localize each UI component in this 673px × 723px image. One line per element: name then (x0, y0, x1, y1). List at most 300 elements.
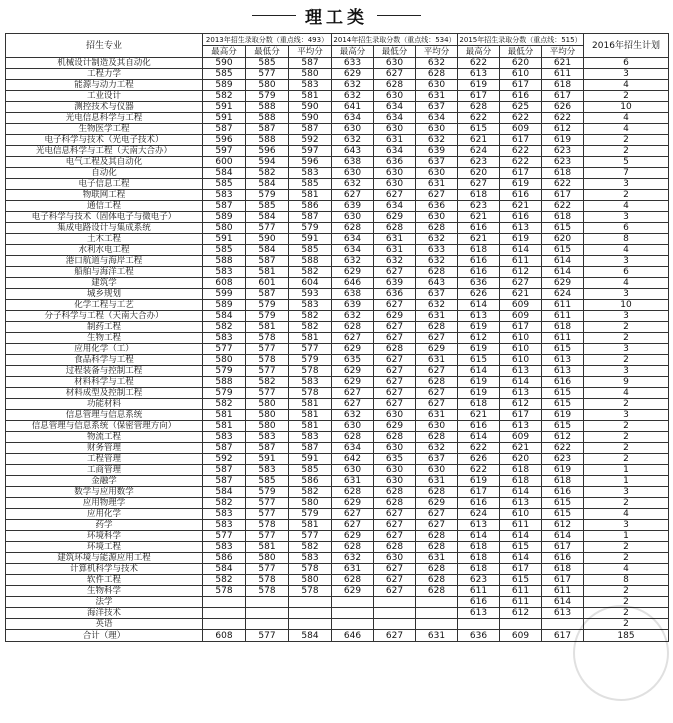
table-row (6, 278, 669, 289)
cell-major-name: 应用化学（工） (6, 344, 203, 355)
cell-2015-max: 616 (458, 498, 500, 509)
cell-2015-max: 615 (458, 124, 500, 135)
cell-2013-avg: 597 (289, 146, 332, 157)
cell-plan-2016: 2 (584, 355, 669, 366)
cell-plan-2016: 8 (584, 575, 669, 586)
cell-2014-avg: 631 (416, 630, 458, 642)
cell-2013-max: 577 (203, 531, 246, 542)
cell-2014-min: 631 (374, 245, 416, 256)
cell-plan-2016: 10 (584, 300, 669, 311)
cell-2015-min: 612 (500, 399, 542, 410)
cell-2015-min: 616 (500, 190, 542, 201)
cell-2014-avg: 637 (416, 102, 458, 113)
cell-major-name: 集成电路设计与集成系统 (6, 223, 203, 234)
cell-2015-avg: 615 (542, 223, 584, 234)
cell-major-name: 建筑学 (6, 278, 203, 289)
table-row (6, 509, 669, 520)
cell-2014-max: 643 (332, 146, 374, 157)
cell-2013-max: 585 (203, 245, 246, 256)
cell-2015-min: 621 (500, 201, 542, 212)
cell-2013-min: 588 (246, 135, 289, 146)
cell-major-name: 通信工程 (6, 201, 203, 212)
cell-2014-max: 630 (332, 168, 374, 179)
cell-2013-max: 597 (203, 146, 246, 157)
cell-2013-avg: 580 (289, 498, 332, 509)
cell-2014-avg: 632 (416, 256, 458, 267)
cell-2014-avg: 633 (416, 245, 458, 256)
cell-2014-avg: 643 (416, 278, 458, 289)
cell-2013-avg: 581 (289, 410, 332, 421)
cell-2013-min: 577 (246, 366, 289, 377)
cell-2014-avg: 628 (416, 531, 458, 542)
cell-2015-min: 617 (500, 322, 542, 333)
cell-2015-max: 614 (458, 366, 500, 377)
cell-2013-max: 590 (203, 58, 246, 69)
cell-2013-avg: 586 (289, 476, 332, 487)
table-row (6, 520, 669, 531)
header-avg: 平均分 (542, 46, 584, 58)
cell-major-name: 环境科学 (6, 531, 203, 542)
cell-2014-max: 629 (332, 69, 374, 80)
cell-2014-max: 627 (332, 333, 374, 344)
cell-major-name: 计算机科学与技术 (6, 564, 203, 575)
table-body (6, 58, 669, 642)
cell-2014-avg: 628 (416, 564, 458, 575)
cell-2015-min: 616 (500, 212, 542, 223)
cell-2015-min: 615 (500, 542, 542, 553)
cell-plan-2016: 6 (584, 267, 669, 278)
cell-2015-avg: 619 (542, 410, 584, 421)
cell-2015-max: 618 (458, 564, 500, 575)
header-year-2013: 2013年招生录取分数（重点线：493） (203, 34, 332, 46)
cell-2013-min: 594 (246, 157, 289, 168)
cell-2013-avg: 581 (289, 333, 332, 344)
cell-2014-min: 634 (374, 113, 416, 124)
table-row (6, 421, 669, 432)
cell-2015-min: 619 (500, 179, 542, 190)
table-row (6, 465, 669, 476)
cell-plan-2016: 2 (584, 619, 669, 630)
cell-2015-max: 617 (458, 91, 500, 102)
cell-2014-min: 630 (374, 476, 416, 487)
cell-2013-avg: 582 (289, 487, 332, 498)
cell-2013-max: 585 (203, 179, 246, 190)
cell-2014-avg (416, 608, 458, 619)
cell-plan-2016: 2 (584, 135, 669, 146)
cell-major-name: 电子科学与技术（光电子技术） (6, 135, 203, 146)
cell-2013-min: 577 (246, 498, 289, 509)
cell-2013-avg: 578 (289, 564, 332, 575)
table-row (6, 399, 669, 410)
cell-plan-2016: 1 (584, 531, 669, 542)
cell-major-name: 法学 (6, 597, 203, 608)
cell-2014-avg: 628 (416, 69, 458, 80)
cell-major-name: 土木工程 (6, 234, 203, 245)
table-row (6, 300, 669, 311)
cell-2013-avg (289, 608, 332, 619)
cell-2014-min: 630 (374, 443, 416, 454)
cell-2013-avg: 577 (289, 344, 332, 355)
cell-2013-max: 608 (203, 630, 246, 642)
table-row (6, 322, 669, 333)
cell-2013-max: 582 (203, 399, 246, 410)
cell-2015-max: 626 (458, 454, 500, 465)
cell-2014-min: 627 (374, 190, 416, 201)
cell-2015-max: 620 (458, 168, 500, 179)
cell-2015-avg: 621 (542, 58, 584, 69)
cell-2013-max: 587 (203, 465, 246, 476)
cell-2014-min: 630 (374, 410, 416, 421)
cell-2014-max (332, 619, 374, 630)
cell-2014-avg: 637 (416, 157, 458, 168)
cell-2014-min: 629 (374, 421, 416, 432)
cell-2015-max: 623 (458, 575, 500, 586)
cell-2014-max: 632 (332, 410, 374, 421)
cell-2015-max: 636 (458, 278, 500, 289)
cell-major-name: 测控技术与仪器 (6, 102, 203, 113)
cell-2015-max: 622 (458, 465, 500, 476)
cell-2015-min: 618 (500, 476, 542, 487)
cell-2014-max: 646 (332, 278, 374, 289)
cell-plan-2016: 5 (584, 157, 669, 168)
cell-2014-max: 628 (332, 322, 374, 333)
cell-2013-avg: 580 (289, 69, 332, 80)
table-row (6, 245, 669, 256)
cell-major-name: 信息管理与信息系统 (6, 410, 203, 421)
title-text: 理工类 (305, 7, 368, 28)
cell-2015-min: 610 (500, 69, 542, 80)
cell-2013-min: 591 (246, 454, 289, 465)
cell-2013-min: 581 (246, 542, 289, 553)
cell-plan-2016: 3 (584, 520, 669, 531)
cell-2015-min: 613 (500, 223, 542, 234)
table-row (6, 146, 669, 157)
cell-major-name: 自动化 (6, 168, 203, 179)
cell-2014-max: 631 (332, 564, 374, 575)
cell-2015-min: 622 (500, 113, 542, 124)
cell-2015-min: 621 (500, 443, 542, 454)
cell-2013-max: 581 (203, 421, 246, 432)
cell-2015-min: 621 (500, 289, 542, 300)
cell-2014-min: 630 (374, 465, 416, 476)
cell-2015-max: 618 (458, 399, 500, 410)
cell-2015-max: 611 (458, 586, 500, 597)
cell-2014-max (332, 608, 374, 619)
cell-2013-min: 584 (246, 245, 289, 256)
table-row (6, 586, 669, 597)
cell-2014-min: 627 (374, 586, 416, 597)
cell-2015-avg: 624 (542, 289, 584, 300)
cell-2013-avg: 579 (289, 509, 332, 520)
cell-2014-avg: 637 (416, 454, 458, 465)
cell-2015-min: 613 (500, 421, 542, 432)
cell-2014-avg: 637 (416, 289, 458, 300)
cell-2014-avg: 627 (416, 190, 458, 201)
cell-2015-avg: 626 (542, 102, 584, 113)
cell-2013-min: 580 (246, 399, 289, 410)
cell-major-name: 能源与动力工程 (6, 80, 203, 91)
cell-2015-max: 622 (458, 443, 500, 454)
cell-2015-max: 618 (458, 190, 500, 201)
cell-plan-2016: 2 (584, 146, 669, 157)
cell-2013-max: 579 (203, 366, 246, 377)
table-row (6, 553, 669, 564)
cell-2013-min: 579 (246, 190, 289, 201)
cell-2015-max: 615 (458, 355, 500, 366)
cell-2015-avg: 614 (542, 531, 584, 542)
cell-2015-min: 612 (500, 608, 542, 619)
cell-major-name: 应用化学 (6, 509, 203, 520)
cell-2014-avg: 627 (416, 520, 458, 531)
total-row (6, 630, 669, 642)
cell-2013-max: 584 (203, 564, 246, 575)
cell-2014-min: 627 (374, 520, 416, 531)
header-avg: 平均分 (416, 46, 458, 58)
cell-2014-min (374, 619, 416, 630)
cell-2015-min: 617 (500, 168, 542, 179)
cell-2014-max: 638 (332, 289, 374, 300)
cell-2015-min: 615 (500, 575, 542, 586)
cell-2014-min: 627 (374, 399, 416, 410)
cell-major-name: 机械设计制造及其自动化 (6, 58, 203, 69)
table-row (6, 179, 669, 190)
cell-plan-2016: 4 (584, 113, 669, 124)
cell-plan-2016: 2 (584, 421, 669, 432)
cell-2013-min: 585 (246, 201, 289, 212)
cell-2015-min: 611 (500, 597, 542, 608)
cell-2015-max: 616 (458, 421, 500, 432)
table-row (6, 454, 669, 465)
cell-2014-min: 628 (374, 487, 416, 498)
cell-2013-max: 600 (203, 157, 246, 168)
cell-2015-avg: 612 (542, 432, 584, 443)
cell-2015-max: 618 (458, 542, 500, 553)
cell-2013-min (246, 608, 289, 619)
cell-2014-max: 627 (332, 509, 374, 520)
cell-plan-2016: 3 (584, 344, 669, 355)
cell-2015-min: 614 (500, 487, 542, 498)
table-row (6, 564, 669, 575)
cell-2014-avg: 627 (416, 399, 458, 410)
cell-2015-min: 625 (500, 102, 542, 113)
cell-2013-max: 582 (203, 575, 246, 586)
cell-major-name: 软件工程 (6, 575, 203, 586)
cell-2013-avg: 578 (289, 388, 332, 399)
cell-2013-min: 581 (246, 267, 289, 278)
table-row (6, 333, 669, 344)
cell-major-name: 材料成型及控制工程 (6, 388, 203, 399)
cell-2015-max: 616 (458, 223, 500, 234)
cell-major-name: 电气工程及其自动化 (6, 157, 203, 168)
cell-2015-avg: 611 (542, 586, 584, 597)
cell-2013-avg: 580 (289, 575, 332, 586)
cell-2015-max: 616 (458, 267, 500, 278)
cell-2014-min: 629 (374, 311, 416, 322)
cell-2014-min: 627 (374, 322, 416, 333)
cell-major-name: 工程管理 (6, 454, 203, 465)
cell-plan-2016: 4 (584, 124, 669, 135)
table-row (6, 256, 669, 267)
cell-2014-avg: 632 (416, 300, 458, 311)
cell-plan-2016: 3 (584, 410, 669, 421)
cell-2015-avg: 616 (542, 377, 584, 388)
cell-2015-min: 610 (500, 355, 542, 366)
table-row (6, 124, 669, 135)
cell-2014-min: 628 (374, 432, 416, 443)
cell-major-name: 数学与应用数学 (6, 487, 203, 498)
cell-2014-min: 630 (374, 179, 416, 190)
cell-2013-min: 588 (246, 102, 289, 113)
cell-plan-2016: 2 (584, 542, 669, 553)
cell-2014-avg: 628 (416, 267, 458, 278)
cell-2013-max: 583 (203, 542, 246, 553)
cell-2013-max: 583 (203, 520, 246, 531)
cell-2015-avg (542, 619, 584, 630)
cell-plan-2016: 2 (584, 91, 669, 102)
cell-major-name: 物联网工程 (6, 190, 203, 201)
cell-2014-avg: 631 (416, 476, 458, 487)
cell-major-name: 合计（理） (6, 630, 203, 642)
cell-2013-avg: 583 (289, 377, 332, 388)
cell-2015-min: 609 (500, 311, 542, 322)
cell-2013-avg: 588 (289, 256, 332, 267)
table-row (6, 542, 669, 553)
cell-2013-avg: 581 (289, 190, 332, 201)
cell-2013-min: 582 (246, 377, 289, 388)
cell-2014-avg: 630 (416, 212, 458, 223)
cell-2014-avg: 631 (416, 179, 458, 190)
cell-2013-max: 589 (203, 80, 246, 91)
header-year-2015: 2015年招生录取分数（重点线：515） (459, 35, 582, 44)
cell-2015-avg: 618 (542, 322, 584, 333)
cell-2015-avg: 615 (542, 399, 584, 410)
cell-2014-min: 627 (374, 69, 416, 80)
cell-2014-min: 627 (374, 366, 416, 377)
cell-2013-avg: 579 (289, 223, 332, 234)
cell-2013-max: 579 (203, 388, 246, 399)
cell-2014-avg: 629 (416, 344, 458, 355)
cell-2014-max: 632 (332, 553, 374, 564)
cell-2013-max (203, 608, 246, 619)
cell-2015-avg: 618 (542, 80, 584, 91)
table-row (6, 597, 669, 608)
cell-2013-min: 581 (246, 322, 289, 333)
cell-2015-avg: 611 (542, 311, 584, 322)
cell-plan-2016: 2 (584, 553, 669, 564)
cell-2013-avg: 593 (289, 289, 332, 300)
table-row (6, 410, 669, 421)
cell-2014-avg: 630 (416, 80, 458, 91)
cell-2014-avg: 629 (416, 498, 458, 509)
table-row (6, 168, 669, 179)
cell-2014-avg: 628 (416, 377, 458, 388)
cell-2015-max: 617 (458, 487, 500, 498)
cell-2014-max: 628 (332, 432, 374, 443)
cell-2015-avg: 617 (542, 575, 584, 586)
cell-2015-max: 614 (458, 300, 500, 311)
cell-plan-2016: 3 (584, 366, 669, 377)
cell-major-name: 功能材料 (6, 399, 203, 410)
table-row (6, 608, 669, 619)
cell-2013-min: 577 (246, 630, 289, 642)
cell-2014-max: 627 (332, 399, 374, 410)
cell-2015-min: 611 (500, 586, 542, 597)
cell-2013-max: 589 (203, 300, 246, 311)
cell-2015-avg: 615 (542, 245, 584, 256)
cell-2014-min: 627 (374, 630, 416, 642)
cell-2013-min: 579 (246, 311, 289, 322)
cell-2015-avg: 619 (542, 465, 584, 476)
cell-2015-max: 612 (458, 333, 500, 344)
table-row (6, 234, 669, 245)
cell-2015-max: 618 (458, 553, 500, 564)
cell-major-name: 工商管理 (6, 465, 203, 476)
admission-score-table (5, 33, 669, 642)
cell-2013-max: 583 (203, 267, 246, 278)
cell-plan-2016: 4 (584, 388, 669, 399)
cell-2015-min: 609 (500, 432, 542, 443)
cell-plan-2016: 2 (584, 432, 669, 443)
cell-2015-max: 618 (458, 245, 500, 256)
cell-2014-max: 629 (332, 267, 374, 278)
cell-2013-avg: 583 (289, 300, 332, 311)
cell-2013-avg: 585 (289, 179, 332, 190)
cell-major-name: 生物工程 (6, 333, 203, 344)
cell-major-name: 生物科学 (6, 586, 203, 597)
cell-2015-min: 609 (500, 124, 542, 135)
cell-2015-avg: 623 (542, 146, 584, 157)
cell-2015-avg: 617 (542, 190, 584, 201)
cell-2014-max: 627 (332, 388, 374, 399)
cell-plan-2016: 3 (584, 487, 669, 498)
table-row (6, 432, 669, 443)
cell-2013-max: 596 (203, 135, 246, 146)
cell-2015-avg: 618 (542, 476, 584, 487)
cell-2013-min: 588 (246, 113, 289, 124)
cell-2013-min: 579 (246, 91, 289, 102)
cell-2015-max: 623 (458, 157, 500, 168)
cell-2015-max: 619 (458, 377, 500, 388)
cell-2013-avg: 577 (289, 531, 332, 542)
cell-2013-max: 583 (203, 509, 246, 520)
cell-2014-avg: 639 (416, 146, 458, 157)
cell-2013-min: 584 (246, 212, 289, 223)
cell-2013-min: 580 (246, 80, 289, 91)
cell-2014-avg: 632 (416, 443, 458, 454)
cell-2014-min: 627 (374, 388, 416, 399)
cell-2013-min: 587 (246, 289, 289, 300)
cell-2013-avg: 583 (289, 432, 332, 443)
cell-2013-max: 583 (203, 432, 246, 443)
cell-2013-max: 588 (203, 256, 246, 267)
cell-2013-avg: 591 (289, 454, 332, 465)
cell-2013-min: 587 (246, 124, 289, 135)
cell-plan-2016: 6 (584, 223, 669, 234)
table-row (6, 135, 669, 146)
cell-2014-min: 639 (374, 278, 416, 289)
cell-2013-min: 582 (246, 168, 289, 179)
title-rule-right (377, 15, 421, 16)
cell-2014-min: 627 (374, 509, 416, 520)
cell-2013-min: 583 (246, 432, 289, 443)
cell-2015-max: 628 (458, 102, 500, 113)
cell-2014-max: 629 (332, 531, 374, 542)
cell-2013-max: 580 (203, 223, 246, 234)
cell-2013-min: 578 (246, 355, 289, 366)
cell-2015-min: 614 (500, 531, 542, 542)
cell-2014-avg: 630 (416, 465, 458, 476)
cell-2015-max: 622 (458, 113, 500, 124)
